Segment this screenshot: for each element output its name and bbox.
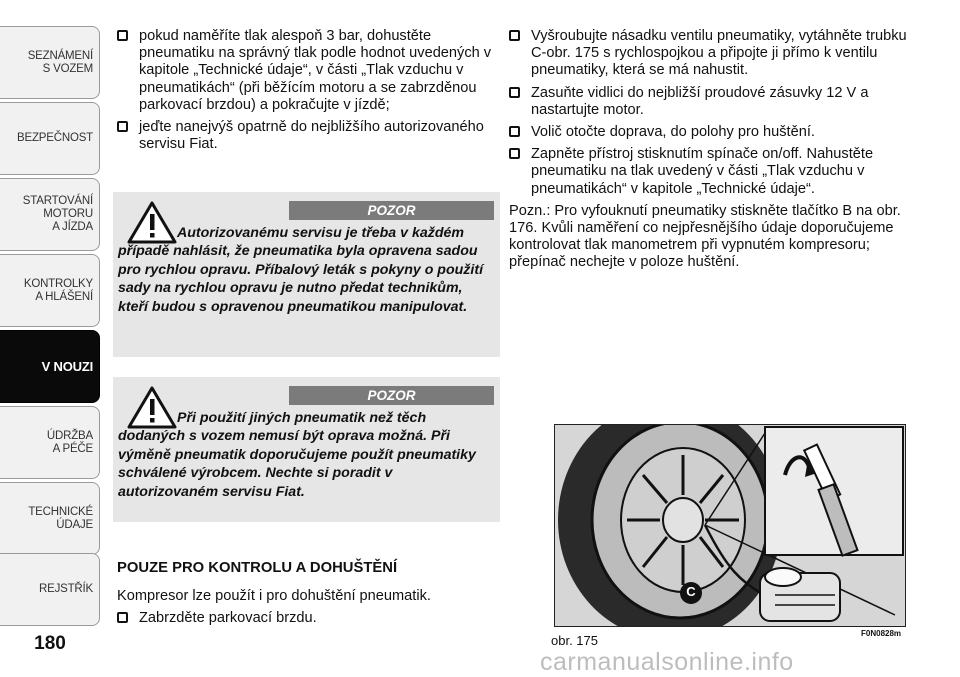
checkbox-bullet-icon [117, 612, 128, 623]
tab-bezpecnost[interactable]: BEZPEČNOST [0, 102, 100, 175]
checkbox-bullet-icon [117, 121, 128, 132]
list-item [117, 119, 500, 153]
bullet-text: Zasuňte vidlici do nejbližší proudové zásuvky 12 V a nastartujte motor. [531, 84, 869, 118]
warning-box [113, 192, 500, 357]
figure-175 [554, 424, 906, 627]
list-item [509, 85, 909, 119]
tab-kontrolky[interactable]: KONTROLKY A HLÁŠENÍ [0, 254, 100, 327]
bullet-text: jeďte nanejvýš opatrně do nejbližšího autorizovaného servisu Fiat. [139, 119, 484, 153]
bullet-text: Vyšroubujte násadku ventilu pneumatiky, vytáhněte trubku C-obr. 175 s rychlospojkou a připojte ji přímo k ventilu pneumatiky, která se má nahustit. [531, 28, 907, 79]
bullet-text: pokud naměříte tlak alespoň 3 bar, dohustěte pneumatiku na správný tlak podle hodnot uvedených v kapitole „Technické údaje“, v části „Tlak vzduchu v pneumatikách“ (při běžícím motoru a se zabrzděnou parkovací brzdou) a pokračujte v jízdě; [139, 28, 492, 113]
checkbox-bullet-icon [509, 148, 520, 159]
note-paragraph: Pozn.: Pro vyfouknutí pneumatiky stiskněte tlačítko B na obr. 176. Kvůli naměření co nejpřesnějšího údaje doporučujeme kontrolovat tlak manometrem při vypnutém kompresoru; přepínač nechejte v poloze huštění. [509, 202, 901, 271]
tab-rejstrik[interactable]: REJSTŘÍK [0, 553, 100, 626]
right-column [509, 28, 909, 277]
tab-udrzba[interactable]: ÚDRŽBA A PÉČE [0, 406, 100, 479]
list-item [509, 124, 909, 141]
tab-startovani[interactable]: STARTOVÁNÍ MOTORU A JÍZDA [0, 178, 100, 251]
list-item [117, 28, 500, 114]
tire-compressor-illustration [555, 425, 905, 626]
checkbox-bullet-icon [117, 30, 128, 41]
figure-code: F0N0828m [861, 629, 902, 638]
checkbox-bullet-icon [509, 126, 520, 137]
list-item [117, 610, 500, 627]
left-column [117, 28, 500, 158]
bullet-text: Zabrzděte parkovací brzdu. [139, 610, 317, 627]
checkbox-bullet-icon [509, 30, 520, 41]
bullet-text: Zapněte přístroj stisknutím spínače on/off. Nahustěte pneumatiku na tlak uvedený v části „Tlak vzduchu v pneumatikách“ v kapitole „Technické údaje“. [531, 146, 874, 197]
checkbox-bullet-icon [509, 87, 520, 98]
warning-text: Autorizovanému servisu je třeba v každém případě nahlásit, že pneumatika byla opravena sadou pro rychlou opravu. Příbalový leták s pokyny o použití sady na rychlou opravu je nutno předat technikům, kteří budou s opravenou pneumatikou manipulovat. [118, 225, 484, 315]
callout-label: C [686, 584, 696, 599]
section-body [117, 588, 500, 632]
warning-heading: POZOR [289, 386, 494, 405]
tab-technicke-udaje[interactable]: TECHNICKÉ ÚDAJE [0, 482, 100, 555]
section-intro: Kompresor lze použít i pro dohuštění pneumatik. [117, 588, 431, 604]
list-item [509, 146, 909, 198]
warning-text: Při použití jiných pneumatik než těch dodaných s vozem nemusí být oprava možná. Při výměně pneumatik doporučujeme použít pneumatiky schválené výrobcem. Nechte si poradit v autorizovaném servisu Fiat. [118, 410, 476, 500]
section-title: POUZE PRO KONTROLU A DOHUŠTĚNÍ [117, 560, 398, 576]
figure-caption: obr. 175 [551, 633, 598, 648]
warning-box [113, 377, 500, 522]
list-item [509, 28, 909, 80]
warning-heading: POZOR [289, 201, 494, 220]
tab-v-nouzi[interactable]: V NOUZI [0, 330, 100, 403]
tab-seznameni[interactable]: SEZNÁMENÍ S VOZEM [0, 26, 100, 99]
watermark: carmanualsonline.info [540, 648, 794, 676]
page-number: 180 [34, 633, 66, 654]
bullet-text: Volič otočte doprava, do polohy pro huštění. [531, 124, 815, 141]
